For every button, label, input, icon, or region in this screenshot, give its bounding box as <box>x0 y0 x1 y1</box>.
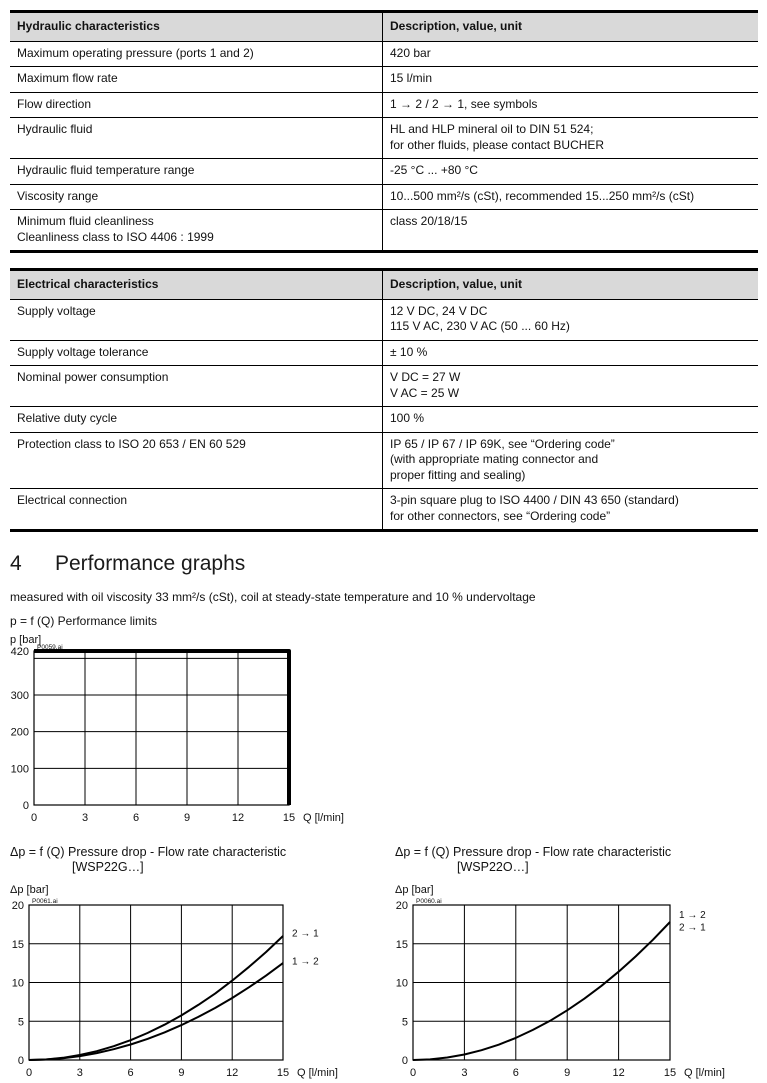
x-tick-label: 12 <box>612 1067 625 1079</box>
table-header-row <box>10 13 758 41</box>
header-cell-value: Description, value, unit <box>390 19 523 33</box>
x-tick-label: 6 <box>512 1067 519 1079</box>
y-tick-label: 20 <box>395 900 408 912</box>
row-value-cell: class 20/18/15 <box>390 214 468 228</box>
row-value-cell: 15 l/min <box>390 71 433 85</box>
row-label-cell: Protection class to ISO 20 653 / EN 60 529 <box>10 433 383 489</box>
x-tick-label: 3 <box>461 1067 468 1079</box>
table-row <box>10 184 758 210</box>
pressure-drop-chart-wsp22o <box>395 881 757 1083</box>
x-tick-label: 9 <box>178 1067 185 1079</box>
x-tick-label: 12 <box>226 1067 239 1079</box>
row-value-cell: 3-pin square plug to ISO 4400 / DIN 43 650 (standard) for other connectors, see “Ordering code” <box>390 493 679 523</box>
x-tick-label: 9 <box>564 1067 571 1079</box>
performance-limits-label: p = f (Q) Performance limits <box>10 614 158 628</box>
section-number: 4 <box>10 552 22 575</box>
row-label-cell: Relative duty cycle <box>10 407 383 432</box>
performance-limits-chart <box>10 631 480 829</box>
y-tick-label: 15 <box>11 938 24 951</box>
chart-title-line: Δp = f (Q) Pressure drop - Flow rate characteristic <box>10 845 287 859</box>
x-tick-label: 15 <box>276 1067 290 1079</box>
row-label-cell: Viscosity range <box>10 185 383 210</box>
row-value-cell: HL and HLP mineral oil to DIN 51 524; for other fluids, please contact BUCHER <box>390 122 605 152</box>
row-value-cell: IP 65 / IP 67 / IP 69K, see “Ordering code” (with appropriate mating connector and proper fitting and sealing) <box>390 436 615 482</box>
chart-title-wsp22g <box>10 845 395 875</box>
row-label-cell: Maximum operating pressure (ports 1 and 2) <box>10 42 383 67</box>
row-label-cell: Hydraulic fluid <box>10 118 383 158</box>
y-tick-label: 100 <box>10 763 29 776</box>
x-tick-label: 15 <box>282 812 296 824</box>
chart-title-wsp22o <box>395 845 758 875</box>
chart-title-line: Δp = f (Q) Pressure drop - Flow rate characteristic <box>395 845 672 859</box>
curve <box>29 963 283 1060</box>
row-label-cell: Maximum flow rate <box>10 67 383 92</box>
y-tick-label: 15 <box>395 938 408 951</box>
header-cell-label: Electrical characteristics <box>10 271 383 299</box>
row-value-cell: ± 10 % <box>390 344 428 359</box>
row-label-cell: Electrical connection <box>10 489 383 529</box>
curve-label: 1 → 2 <box>679 910 706 922</box>
table-row <box>10 432 758 489</box>
x-tick-label: 0 <box>409 1067 417 1079</box>
section-title: Performance graphs <box>55 552 246 575</box>
x-tick-label: 12 <box>231 812 245 824</box>
y-tick-label: 420 <box>10 646 29 658</box>
table-row <box>10 340 758 366</box>
x-tick-label: 0 <box>30 812 38 824</box>
electrical-characteristics-table <box>10 268 758 532</box>
row-value-cell: 100 % <box>390 411 425 425</box>
curve <box>34 651 289 805</box>
x-tick-label: 3 <box>76 1067 83 1079</box>
chart-title-model: [WSP22G…] <box>72 860 144 874</box>
plot-border <box>34 651 289 805</box>
curve <box>29 936 283 1060</box>
curve-label: 2 → 1 <box>292 928 319 940</box>
chart-title-model: [WSP22O…] <box>457 860 529 874</box>
file-label: P0061.ai <box>32 898 58 905</box>
row-label-cell: Hydraulic fluid temperature range <box>10 159 383 184</box>
pressure-drop-chart-wsp22g <box>10 881 390 1083</box>
y-tick-label: 5 <box>17 1016 24 1029</box>
header-cell-value: Description, value, unit <box>390 277 523 291</box>
hydraulic-characteristics-table <box>10 10 758 253</box>
section-heading <box>10 552 758 576</box>
y-axis-label: p [bar] <box>10 634 42 646</box>
row-value-cell: 1 → 2 / 2 → 1, see symbols <box>390 96 538 111</box>
pressure-drop-block-wsp22o <box>395 845 758 1083</box>
curve <box>413 922 670 1060</box>
table-row <box>10 365 758 406</box>
pressure-drop-block-wsp22g <box>10 845 395 1083</box>
x-axis-label: Q [l/min] <box>297 1067 338 1079</box>
y-tick-label: 0 <box>22 800 29 812</box>
x-tick-label: 6 <box>127 1067 134 1079</box>
x-tick-label: 0 <box>25 1067 33 1079</box>
table-row <box>10 488 758 529</box>
table-row <box>10 117 758 158</box>
x-tick-label: 9 <box>183 812 191 824</box>
table-row <box>10 66 758 92</box>
y-tick-label: 5 <box>401 1016 408 1029</box>
row-value-cell: -25 °C ... +80 °C <box>390 163 478 177</box>
measurement-note: measured with oil viscosity 33 mm²/s (cSt), coil at steady-state temperature and 10 % undervoltage <box>10 590 536 604</box>
row-value-cell: 10...500 mm²/s (cSt), recommended 15...250 mm²/s (cSt) <box>390 188 695 203</box>
y-tick-label: 200 <box>10 726 29 739</box>
y-tick-label: 0 <box>17 1055 24 1067</box>
header-cell-label: Hydraulic characteristics <box>10 13 383 41</box>
row-label-cell: Nominal power consumption <box>10 366 383 406</box>
file-label: P0059.ai <box>37 644 63 651</box>
x-tick-label: 15 <box>663 1067 677 1079</box>
table-row <box>10 209 758 250</box>
x-tick-label: 6 <box>132 812 140 824</box>
y-tick-label: 0 <box>401 1055 408 1067</box>
file-label: P0060.ai <box>416 898 442 905</box>
row-value-cell: 420 bar <box>390 45 431 60</box>
y-axis-label: Δp [bar] <box>10 884 49 896</box>
x-axis-label: Q [l/min] <box>684 1067 725 1079</box>
row-value-cell: 12 V DC, 24 V DC 115 V AC, 230 V AC (50 ... 60 Hz) <box>390 303 570 333</box>
y-axis-label: Δp [bar] <box>395 884 434 896</box>
table-row <box>10 92 758 118</box>
y-tick-label: 300 <box>10 690 29 702</box>
table-row <box>10 41 758 67</box>
row-label-cell: Flow direction <box>10 93 383 118</box>
curve-label: 1 → 2 <box>292 956 319 968</box>
table-row <box>10 299 758 340</box>
x-tick-label: 3 <box>81 812 89 824</box>
y-tick-label: 10 <box>395 977 408 990</box>
table-row <box>10 158 758 184</box>
curve-label: 2 → 1 <box>679 922 706 934</box>
x-axis-label: Q [l/min] <box>303 812 344 824</box>
table-row <box>10 406 758 432</box>
pressure-drop-charts-row <box>10 845 758 1083</box>
y-tick-label: 10 <box>11 977 24 990</box>
y-tick-label: 20 <box>11 900 24 912</box>
row-label-cell: Supply voltage <box>10 300 383 340</box>
row-label-cell: Minimum fluid cleanliness Cleanliness class to ISO 4406 : 1999 <box>10 210 383 250</box>
table-header-row <box>10 271 758 299</box>
row-label-cell: Supply voltage tolerance <box>10 341 383 366</box>
row-value-cell: V DC = 27 W V AC = 25 W <box>390 370 461 400</box>
